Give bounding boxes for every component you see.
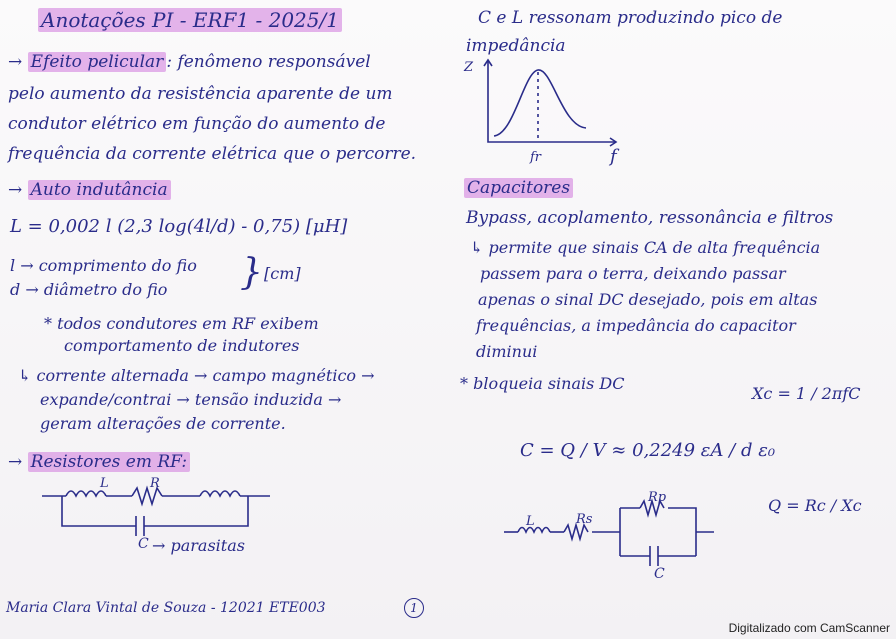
cap-line-4: apenas o sinal DC desejado, pois em altas — [478, 290, 818, 309]
cap-circuit-label-C: C — [654, 566, 665, 582]
axis-fr-label: fr — [530, 150, 542, 165]
note-line-2: comportamento de indutores — [64, 336, 300, 355]
inductance-formula: L = 0,002 l (2,3 log(4l/d) - 0,75) [μH] — [10, 216, 348, 237]
circuit-label-R: R — [150, 476, 160, 491]
resistores-heading: → Resistores em RF: — [8, 452, 190, 472]
chain-line-1: ↳ corrente alternada → campo magnético → — [18, 366, 375, 385]
axis-z-label: Z — [464, 60, 474, 75]
var-d: d → diâmetro do fio — [10, 280, 168, 299]
chain-line-3: geram alterações de corrente. — [40, 414, 286, 433]
var-l: l → comprimento do fio — [10, 256, 197, 275]
resonance-line-1: C e L ressonam produzindo pico de — [478, 8, 783, 28]
bloqueia-note: * bloqueia sinais DC — [460, 374, 625, 393]
cap-circuit-label-L: L — [526, 514, 535, 529]
cap-circuit-label-Rp: Rp — [648, 490, 667, 505]
cap-circuit-label-Rs: Rs — [576, 512, 593, 527]
capacitores-heading: Capacitores — [464, 178, 573, 198]
unit-cm: [cm] — [264, 264, 301, 283]
brace: } — [240, 252, 263, 293]
efeito-line-4: frequência da corrente elétrica que o percorre. — [8, 144, 417, 164]
efeito-line-2: pelo aumento da resistência aparente de um — [8, 84, 393, 104]
scanner-watermark: Digitalizado com CamScanner — [728, 621, 890, 635]
auto-heading: → Auto indutância — [8, 180, 171, 200]
capacitor-rf-circuit — [500, 500, 720, 580]
efeito-heading: → Efeito pelicular : fenômeno responsável — [8, 52, 371, 72]
author-footer: Maria Clara Vintal de Souza - 12021 ETE003 — [6, 600, 326, 616]
note-line-1: * todos condutores em RF exibem — [44, 314, 319, 333]
xc-formula: Xc = 1 / 2πfC — [752, 384, 861, 403]
parasitas-label: → parasitas — [152, 536, 245, 555]
cap-line-3: passem para o terra, deixando passar — [480, 264, 786, 283]
circuit-label-C: C — [138, 536, 149, 552]
page-number: 1 — [404, 598, 424, 618]
page-title: Anotações PI - ERF1 - 2025/1 — [38, 8, 342, 32]
cap-line-6: diminui — [476, 342, 538, 361]
q-formula: Q = Rc / Xc — [768, 496, 862, 515]
cap-line-2: ↳ permite que sinais CA de alta frequência — [470, 238, 821, 257]
capacitance-formula: C = Q / V ≈ 0,2249 εA / d ε₀ — [520, 440, 776, 461]
efeito-line-3: condutor elétrico em função do aumento de — [8, 114, 386, 134]
resonance-line-2: impedância — [466, 36, 566, 56]
axis-f-label: f — [610, 146, 617, 167]
cap-line-1: Bypass, acoplamento, ressonância e filtros — [466, 208, 834, 228]
cap-line-5: frequências, a impedância do capacitor — [476, 316, 796, 335]
chain-line-2: expande/contrai → tensão induzida → — [40, 390, 342, 409]
circuit-label-L: L — [100, 476, 109, 491]
